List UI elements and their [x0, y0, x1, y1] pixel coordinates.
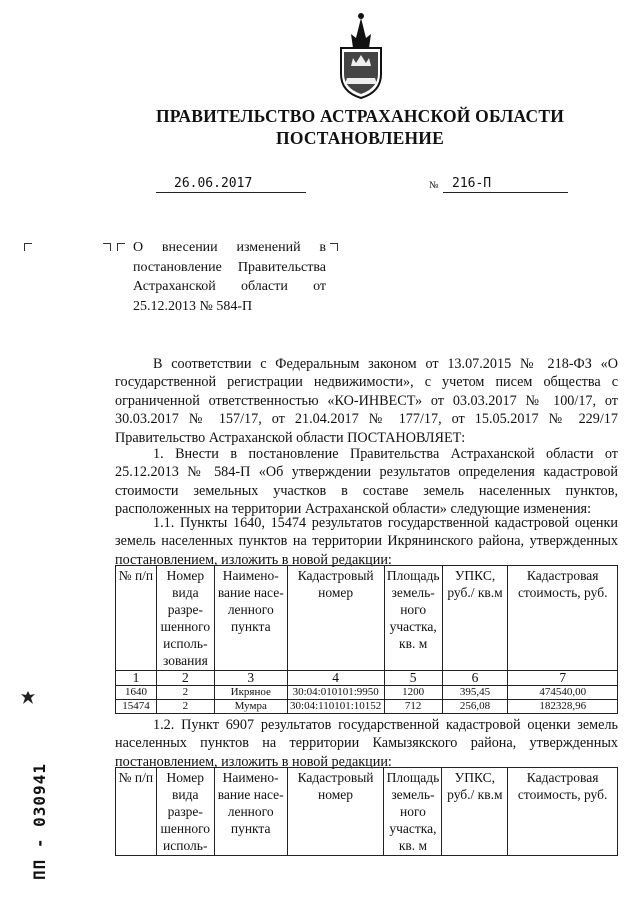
column-number-cell: 4 [287, 671, 384, 686]
table-cell: 2 [156, 686, 214, 700]
table-cell: Мумра [214, 700, 287, 714]
column-number-cell: 2 [156, 671, 214, 686]
table-cell: 474540,00 [508, 686, 618, 700]
table-cell: 256,08 [442, 700, 508, 714]
table-cell: 395,45 [442, 686, 508, 700]
government-title: ПРАВИТЕЛЬСТВО АСТРАХАНСКОЙ ОБЛАСТИ [155, 106, 565, 126]
header-cell: № п/п [116, 566, 157, 671]
table-cell: 30:04:110101:10152 [287, 700, 384, 714]
header-cell: Наимено-вание насе-ленного пункта [214, 768, 287, 856]
table-cell: 1200 [384, 686, 442, 700]
table-cell: 30:04:010101:9950 [287, 686, 384, 700]
table-header-row [116, 768, 618, 856]
corner-mark [330, 243, 338, 251]
document-date: 26.06.2017 [174, 176, 253, 191]
table-cell: 15474 [116, 700, 157, 714]
number-underline [443, 192, 568, 193]
table-cell: 712 [384, 700, 442, 714]
header-cell: Площадь земель-ного участка, кв. м [384, 566, 442, 671]
document-serial-stamp [10, 690, 50, 890]
cadastral-table-ikryaninsky [115, 565, 618, 714]
column-number-cell: 1 [116, 671, 157, 686]
header-cell: УПКС, руб./ кв.м [442, 768, 508, 856]
eagle-mark-icon [20, 690, 36, 706]
header-cell: Площадь земель-ного участка, кв. м [384, 768, 442, 856]
table-cell: 182328,96 [508, 700, 618, 714]
header-cell: Кадастровый номер [287, 566, 384, 671]
table-header-row [116, 566, 618, 671]
header-cell: Кадастровая стоимость, руб. [508, 768, 618, 856]
document-number: 216-П [452, 176, 492, 191]
column-number-row [116, 671, 618, 686]
item-1-2-paragraph: 1.2. Пункт 6907 результатов государственной кадастровой оценки земель населенных пунктов на территории Камызякского района, утвержденных постановлением, изложить в новой редакции: [115, 717, 618, 770]
table-row [116, 686, 618, 700]
stamp-number: ПП - 030941 [30, 763, 49, 880]
number-sign: № [429, 180, 439, 191]
item-1-paragraph: 1. Внести в постановление Правительства Астраханской области от 25.12.2013 № 584-П «Об утверждении результатов определения кадастровой стоимости земельных участков в составе земель населенных пунктов, расположенных на территории Астраханской области» следующие изменения: [115, 446, 618, 518]
corner-mark [117, 243, 125, 251]
column-number-cell: 7 [508, 671, 618, 686]
item-1-1-paragraph: 1.1. Пункты 1640, 15474 результатов государственной кадастровой оценки земель населенных пунктов на территории Икрянинского района, утвержденных постановлением, изложить в новой редакции: [115, 515, 618, 568]
column-number-cell: 6 [442, 671, 508, 686]
date-underline [156, 192, 306, 193]
column-number-cell: 3 [214, 671, 287, 686]
header-cell: УПКС, руб./ кв.м [442, 566, 508, 671]
table-cell: 2 [156, 700, 214, 714]
header-cell: Наимено-вание насе-ленного пункта [214, 566, 287, 671]
corner-mark [103, 243, 111, 251]
coat-of-arms-emblem [333, 8, 389, 100]
document-type-title: ПОСТАНОВЛЕНИЕ [276, 128, 444, 148]
table-cell: Икряное [214, 686, 287, 700]
cadastral-table-kamyzyaksky [115, 767, 618, 856]
corner-mark [24, 243, 32, 251]
header-cell: Кадастровая стоимость, руб. [508, 566, 618, 671]
header-cell: № п/п [116, 768, 157, 856]
header-cell: Номер вида разре-шенного исполь-зования [156, 566, 214, 671]
column-number-cell: 5 [384, 671, 442, 686]
table-cell: 1640 [116, 686, 157, 700]
document-subject: О внесении изменений в постановление Правительства Астраханской области от 25.12.2013 № 584-П [133, 240, 326, 314]
header-cell: Кадастровый номер [287, 768, 384, 856]
preamble-paragraph: В соответствии с Федеральным законом от 13.07.2015 № 218-ФЗ «О государственной регистрации недвижимости», с учетом писем общества с ограниченной ответственностью «КО-ИНВЕСТ» от 03.03.2017 № 100/17, от 30.03.2017 № 157/17, от 21.04.2017 № 177/17, от 15.05.2017 № 229/17 Правительство Астраханской области ПОСТАНОВЛЯЕТ: [115, 356, 618, 446]
table-row [116, 700, 618, 714]
header-cell: Номер вида разре-шенного исполь- [156, 768, 214, 856]
